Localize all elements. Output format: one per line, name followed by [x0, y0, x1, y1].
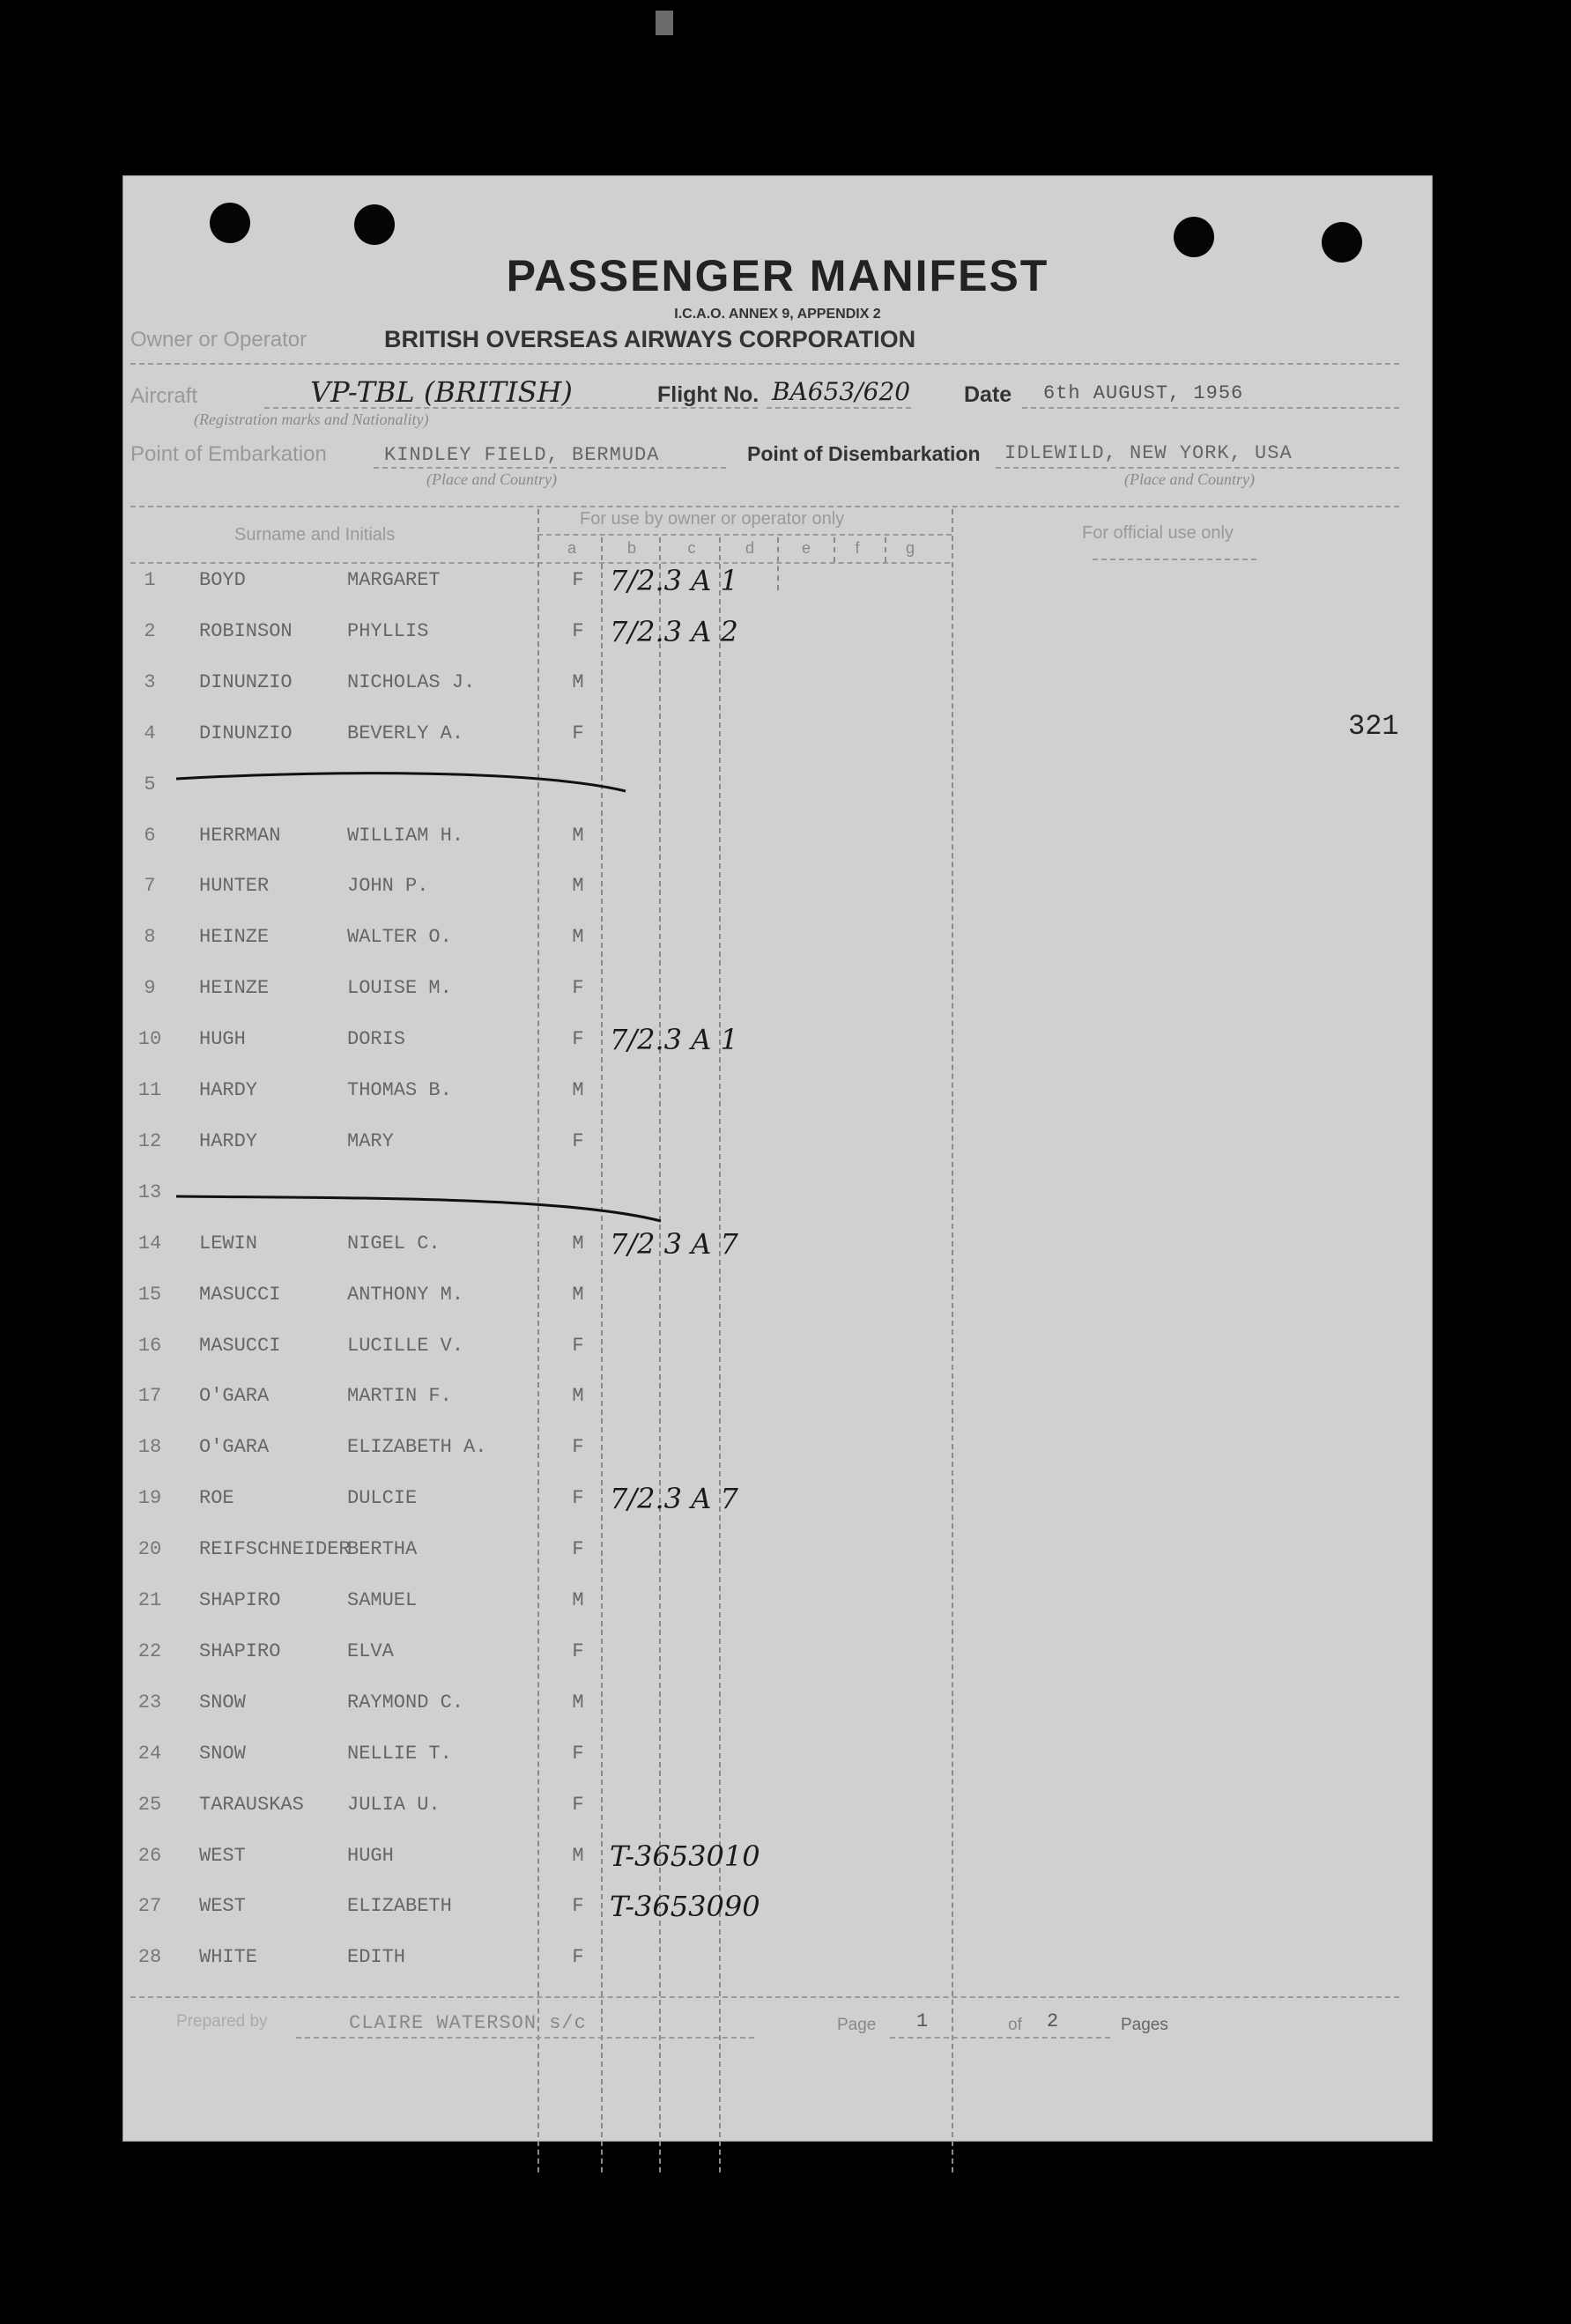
embark-label: Point of Embarkation — [130, 442, 327, 466]
surname-cell: WHITE — [199, 1946, 258, 1968]
subcolumn-a: a — [567, 539, 576, 557]
given-name-cell: DORIS — [347, 1028, 406, 1050]
surname-cell: HEINZE — [199, 977, 270, 999]
given-name-cell: DULCIE — [347, 1487, 418, 1509]
surname-cell: SNOW — [199, 1743, 246, 1765]
surname-cell: MASUCCI — [199, 1335, 281, 1357]
sex-cell: M — [572, 1691, 584, 1713]
given-name-cell: NICHOLAS J. — [347, 671, 476, 693]
table-row — [123, 1794, 1432, 1829]
given-name-cell: NIGEL C. — [347, 1232, 441, 1255]
table-row — [123, 1589, 1432, 1625]
sex-cell: F — [572, 1895, 584, 1917]
row-number: 5 — [144, 773, 156, 796]
table-row — [123, 1538, 1432, 1573]
surname-cell: LEWIN — [199, 1232, 258, 1255]
given-name-cell: MARY — [347, 1130, 394, 1152]
official-rule — [1093, 559, 1256, 561]
annotation-cell: 7/2.3 A 1 — [610, 564, 738, 597]
sex-cell: M — [572, 1589, 584, 1611]
surname-cell: HARDY — [199, 1130, 258, 1152]
surname-cell: HERRMAN — [199, 825, 281, 847]
sex-cell: F — [572, 977, 584, 999]
surname-cell: O'GARA — [199, 1436, 270, 1458]
flight-value: BA653/620 — [772, 377, 911, 406]
annotation-cell: 7/2 3 A 7 — [610, 1227, 738, 1261]
given-name-cell: WALTER O. — [347, 926, 452, 948]
aircraft-value: VP-TBL (BRITISH) — [310, 375, 573, 409]
surname-cell: WEST — [199, 1895, 246, 1917]
surname-cell: WEST — [199, 1845, 246, 1867]
sex-cell: F — [572, 1335, 584, 1357]
column-rule — [885, 537, 886, 562]
aircraft-label: Aircraft — [130, 384, 198, 408]
flight-label: Flight No. — [657, 382, 760, 407]
row-number: 18 — [137, 1436, 162, 1458]
row-number: 19 — [137, 1487, 162, 1509]
surname-cell: SHAPIRO — [199, 1640, 281, 1662]
subheader-rule — [537, 534, 952, 537]
row-number: 16 — [137, 1335, 162, 1357]
embark-value: KINDLEY FIELD, BERMUDA — [384, 444, 660, 466]
given-name-cell: ELIZABETH — [347, 1895, 452, 1917]
surname-cell: DINUNZIO — [199, 722, 293, 744]
reference-number: 321 — [1348, 710, 1399, 743]
table-row — [123, 977, 1432, 1012]
table-row — [123, 1946, 1432, 1981]
sex-cell: M — [572, 825, 584, 847]
row-number: 21 — [137, 1589, 162, 1611]
surname-cell: O'GARA — [199, 1385, 270, 1407]
surname-cell: HARDY — [199, 1079, 258, 1101]
sex-cell: M — [572, 1232, 584, 1255]
given-name-cell: JOHN P. — [347, 875, 429, 897]
date-label: Date — [964, 382, 1012, 407]
given-name-cell: LOUISE M. — [347, 977, 452, 999]
given-name-cell: ANTHONY M. — [347, 1284, 464, 1306]
owner-label: Owner or Operator — [130, 328, 308, 352]
given-name-cell: THOMAS B. — [347, 1079, 452, 1101]
subcolumn-d: d — [745, 539, 754, 557]
punch-hole — [354, 204, 395, 245]
sex-cell: F — [572, 1640, 584, 1662]
row-number: 11 — [137, 1079, 162, 1101]
table-top-rule — [130, 506, 1399, 508]
given-name-cell: MARTIN F. — [347, 1385, 452, 1407]
sex-cell: F — [572, 1743, 584, 1765]
sex-cell: F — [572, 1130, 584, 1152]
table-row — [123, 1227, 1432, 1268]
sex-cell: M — [572, 926, 584, 948]
given-name-cell: ELIZABETH A. — [347, 1436, 487, 1458]
row-number: 2 — [144, 620, 156, 642]
table-row — [123, 722, 1432, 758]
annotation-cell: T-3653090 — [610, 1890, 760, 1923]
underline — [767, 407, 911, 410]
row-number: 4 — [144, 722, 156, 744]
given-name-cell: RAYMOND C. — [347, 1691, 464, 1713]
official-use-header: For official use only — [1082, 523, 1234, 543]
of-label: of — [1008, 2016, 1022, 2034]
owner-use-header: For use by owner or operator only — [580, 509, 845, 529]
underline — [890, 2037, 1110, 2039]
underline — [374, 467, 726, 470]
punch-hole — [210, 203, 250, 243]
prepared-value: CLAIRE WATERSON s/c — [349, 2012, 587, 2034]
table-row — [123, 1023, 1432, 1063]
table-row — [123, 1284, 1432, 1319]
subcolumn-g: g — [905, 539, 915, 557]
table-row — [123, 926, 1432, 961]
manifest-sheet — [123, 176, 1432, 2141]
row-number: 10 — [137, 1028, 162, 1050]
row-number: 14 — [137, 1232, 162, 1255]
table-row — [123, 1385, 1432, 1420]
disembark-value: IDLEWILD, NEW YORK, USA — [1004, 442, 1293, 464]
given-name-cell: BEVERLY A. — [347, 722, 464, 744]
table-row — [123, 825, 1432, 860]
date-value: 6th AUGUST, 1956 — [1043, 382, 1244, 404]
row-number: 13 — [137, 1181, 162, 1203]
table-row — [123, 564, 1432, 604]
row-number: 15 — [137, 1284, 162, 1306]
row-number: 25 — [137, 1794, 162, 1816]
aircraft-caption: (Registration marks and Nationality) — [194, 411, 429, 428]
sex-cell: F — [572, 620, 584, 642]
given-name-cell: WILLIAM H. — [347, 825, 464, 847]
page-label: Page — [837, 2016, 877, 2034]
owner-value: BRITISH OVERSEAS AIRWAYS CORPORATION — [384, 326, 916, 352]
sex-cell: F — [572, 1028, 584, 1050]
underline — [296, 2037, 754, 2039]
surname-cell: ROE — [199, 1487, 234, 1509]
surname-cell: HEINZE — [199, 926, 270, 948]
sex-cell: F — [572, 1946, 584, 1968]
page-subtitle: I.C.A.O. ANNEX 9, APPENDIX 2 — [674, 307, 881, 322]
row-number: 23 — [137, 1691, 162, 1713]
given-name-cell: LUCILLE V. — [347, 1335, 464, 1357]
given-name-cell: MARGARET — [347, 569, 441, 591]
sex-cell: M — [572, 875, 584, 897]
subcolumn-e: e — [801, 539, 811, 557]
table-row — [123, 615, 1432, 655]
row-number: 27 — [137, 1895, 162, 1917]
surname-cell: BOYD — [199, 569, 246, 591]
surname-cell: MASUCCI — [199, 1284, 281, 1306]
row-number: 8 — [144, 926, 156, 948]
surname-cell: SNOW — [199, 1691, 246, 1713]
table-row — [123, 1691, 1432, 1727]
embark-caption: (Place and Country) — [426, 470, 557, 488]
given-name-cell: SAMUEL — [347, 1589, 418, 1611]
total-pages: 2 — [1047, 2010, 1060, 2032]
annotation-cell: T-3653010 — [610, 1839, 760, 1873]
row-number: 1 — [144, 569, 156, 591]
row-number: 17 — [137, 1385, 162, 1407]
disembark-label: Point of Disembarkation — [747, 442, 981, 465]
table-row — [123, 1436, 1432, 1471]
pages-label: Pages — [1121, 2016, 1168, 2034]
subcolumn-f: f — [855, 539, 860, 557]
row-number: 9 — [144, 977, 156, 999]
scan-speck — [656, 11, 673, 35]
surname-cell: REIFSCHNEIDER — [199, 1538, 351, 1560]
table-row — [123, 1640, 1432, 1676]
table-row — [123, 1839, 1432, 1880]
column-rule — [834, 537, 835, 562]
sex-cell: F — [572, 569, 584, 591]
row-number: 12 — [137, 1130, 162, 1152]
table-row — [123, 1743, 1432, 1778]
surname-cell: HUNTER — [199, 875, 270, 897]
page-title: PASSENGER MANIFEST — [506, 251, 1049, 300]
surname-cell: HUGH — [199, 1028, 246, 1050]
page-number: 1 — [916, 2010, 930, 2032]
row-number: 28 — [137, 1946, 162, 1968]
subcolumn-b: b — [626, 539, 636, 557]
surname-cell: ROBINSON — [199, 620, 293, 642]
table-row — [123, 1890, 1432, 1930]
row-number: 6 — [144, 825, 156, 847]
row-number: 26 — [137, 1845, 162, 1867]
row-number: 3 — [144, 671, 156, 693]
underline — [1022, 407, 1399, 410]
given-name-cell: BERTHA — [347, 1538, 418, 1560]
surname-cell: TARAUSKAS — [199, 1794, 304, 1816]
table-row — [123, 1079, 1432, 1114]
sex-cell: F — [572, 722, 584, 744]
surname-cell: DINUNZIO — [199, 671, 293, 693]
surname-cell: SHAPIRO — [199, 1589, 281, 1611]
sex-cell: F — [572, 1538, 584, 1560]
sex-cell: M — [572, 1385, 584, 1407]
prepared-label: Prepared by — [176, 2012, 268, 2031]
table-row — [123, 1482, 1432, 1522]
name-column-header: Surname and Initials — [234, 525, 396, 544]
table-row — [123, 1130, 1432, 1166]
given-name-cell: JULIA U. — [347, 1794, 441, 1816]
row-number: 20 — [137, 1538, 162, 1560]
blank-row-strike — [159, 761, 634, 814]
given-name-cell: NELLIE T. — [347, 1743, 452, 1765]
sex-cell: M — [572, 1079, 584, 1101]
sex-cell: F — [572, 1436, 584, 1458]
row-number: 24 — [137, 1743, 162, 1765]
sex-cell: M — [572, 671, 584, 693]
row-number: 22 — [137, 1640, 162, 1662]
row-number: 7 — [144, 875, 156, 897]
sex-cell: M — [572, 1284, 584, 1306]
given-name-cell: EDITH — [347, 1946, 406, 1968]
given-name-cell: PHYLLIS — [347, 620, 429, 642]
annotation-cell: 7/2.3 A 7 — [610, 1482, 738, 1515]
underline — [996, 467, 1399, 470]
blank-row-strike — [159, 1181, 670, 1233]
table-row — [123, 671, 1432, 707]
annotation-cell: 7/2.3 A 1 — [610, 1023, 738, 1056]
table-row — [123, 875, 1432, 910]
table-row — [123, 1335, 1432, 1370]
given-name-cell: HUGH — [347, 1845, 394, 1867]
sex-cell: M — [572, 1845, 584, 1867]
subcolumn-c: c — [687, 539, 696, 557]
given-name-cell: ELVA — [347, 1640, 394, 1662]
annotation-cell: 7/2.3 A 2 — [610, 615, 738, 648]
divider — [130, 363, 1399, 366]
sex-cell: F — [572, 1487, 584, 1509]
table-bottom-rule — [130, 1996, 1399, 1999]
sex-cell: F — [572, 1794, 584, 1816]
header-bottom-rule — [130, 562, 950, 565]
disembark-caption: (Place and Country) — [1124, 470, 1255, 488]
